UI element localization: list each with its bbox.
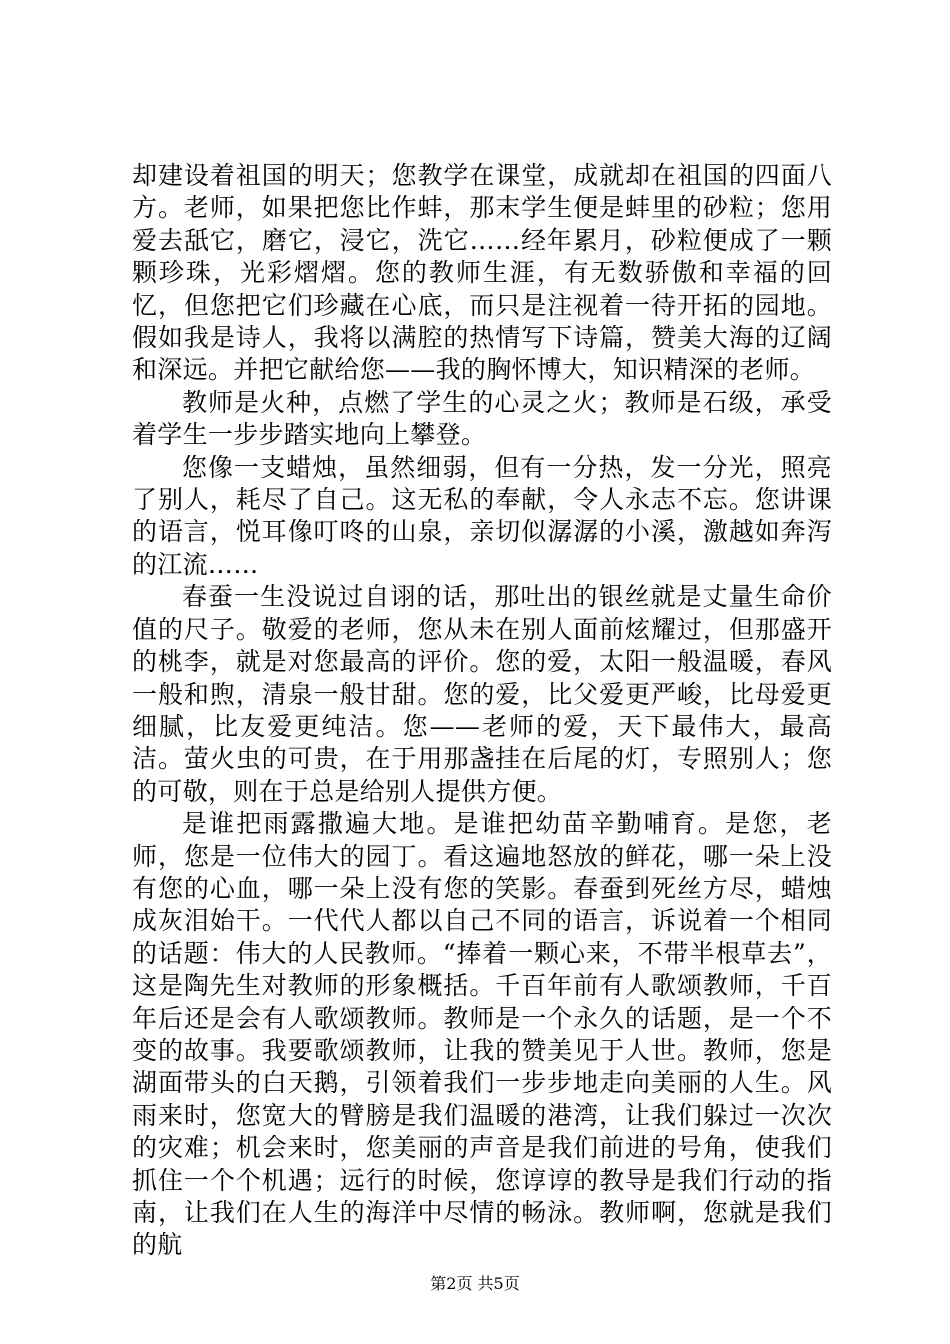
paragraph: 是谁把雨露撒遍大地。是谁把幼苗辛勤哺育。是您，老师，您是一位伟大的园丁。看这遍地怒放的鲜花，哪一朵上没有您的心血，哪一朵上没有您的笑影。春蚕到死丝方尽，蜡烛成灰泪始干。一代代人都以自己不同的语言，诉说着一个相同的话题：伟大的人民教师。“捧着一颗心来，不带半根草去”，这是陶先生对教师的形象概括。千百年前有人歌颂教师，千百年后还是会有人歌颂教师。教师是一个永久的话题，是一个不变的故事。我要歌颂教师，让我的赞美见于人世。教师，您是湖面带头的白天鹅，引领着我们一步步地走向美丽的人生。风雨来时，您宽大的臂膀是我们温暖的港湾，让我们躲过一次次的灾难；机会来时，您美丽的声音是我们前进的号角，使我们抓住一个个机遇；远行的时候，您谆谆的教导是我们行动的指南，让我们在人生的海洋中尽情的畅泳。教师啊，您就是我们的航 — [132, 809, 832, 1260]
paragraph-continued: 却建设着祖国的明天；您教学在课堂，成就却在祖国的四面八方。老师，如果把您比作蚌，那末学生便是蚌里的砂粒；您用爱去舐它，磨它，浸它，洗它……经年累月，砂粒便成了一颗颗珍珠，光彩熠熠。您的教师生涯，有无数骄傲和幸福的回忆，但您把它们珍藏在心底，而只是注视着一待开拓的园地。假如我是诗人，我将以满腔的热情写下诗篇，赞美大海的辽阔和深远。并把它献给您——我的胸怀博大，知识精深的老师。 — [132, 161, 832, 385]
paragraph: 春蚕一生没说过自诩的话，那吐出的银丝就是丈量生命价值的尺子。敬爱的老师，您从未在别人面前炫耀过，但那盛开的桃李，就是对您最高的评价。您的爱，太阳一般温暖，春风一般和煦，清泉一般甘甜。您的爱，比父爱更严峻，比母爱更细腻，比友爱更纯洁。您——老师的爱，天下最伟大，最高洁。萤火虫的可贵，在于用那盏挂在后尾的灯，专照别人；您的可敬，则在于总是给别人提供方便。 — [132, 582, 832, 806]
paragraph: 您像一支蜡烛，虽然细弱，但有一分热，发一分光，照亮了别人，耗尽了自己。这无私的奉献，令人永志不忘。您讲课的语言，悦耳像叮咚的山泉，亲切似潺潺的小溪，激越如奔泻的江流…… — [132, 452, 832, 579]
paragraph: 教师是火种，点燃了学生的心灵之火；教师是石级，承受着学生一步步踏实地向上攀登。 — [132, 387, 832, 450]
document-body — [132, 160, 832, 1262]
page-number-footer: 第2页 共5页 — [430, 1274, 520, 1293]
